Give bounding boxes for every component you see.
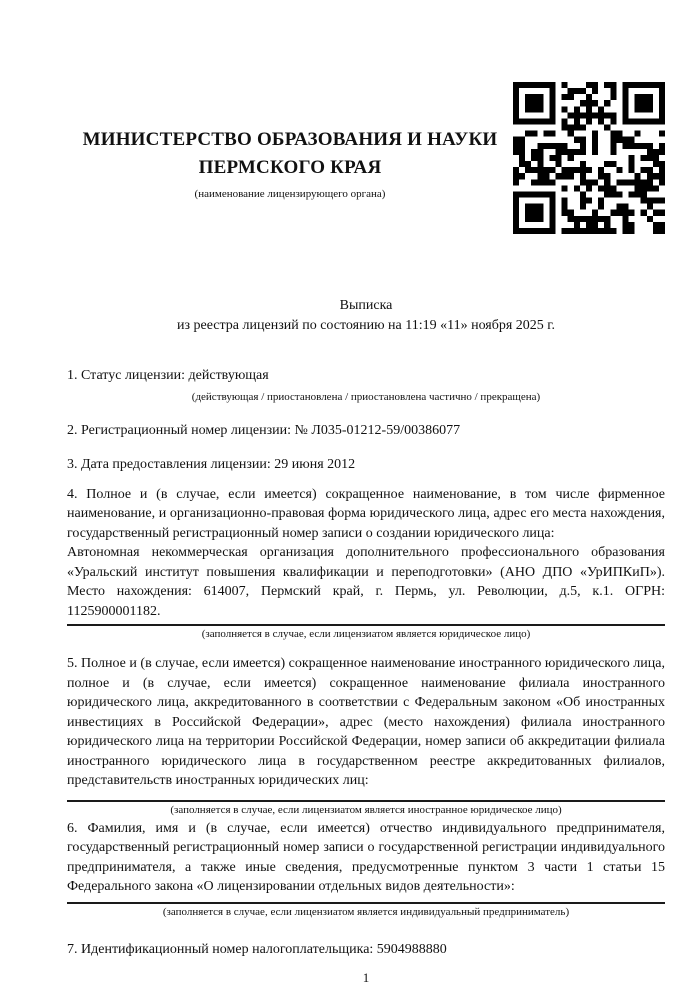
item-7-taxpayer-number: 7. Идентификационный номер налогоплательщика: 5904988880 (67, 941, 447, 957)
item-4-legal-entity-value: Автономная некоммерческая организация дополнительного профессионального образования «Уральский институт повышения квалификации и переподготовки» (АНО ДПО «УрИПКиП»). Место нахождения: 614007, Пермский край, г. Пермь, ул. Революции, д.5, к.1. ОГРН: 1125900001182. (67, 545, 665, 619)
licensing-authority-caption: (наименование лицензирующего органа) (194, 188, 386, 200)
item-5-fill-rule (67, 800, 665, 802)
ministry-name-line2: ПЕРМСКОГО КРАЯ (198, 157, 382, 178)
item-1-license-status: 1. Статус лицензии: действующая (67, 368, 269, 383)
licensing-authority-block (67, 82, 513, 201)
document-header (67, 82, 665, 234)
item-6-caption: (заполняется в случае, если лицензиатом является индивидуальный предприниматель) (162, 905, 570, 918)
item-3-license-grant-date: 3. Дата предоставления лицензии: 29 июня 2012 (67, 457, 356, 472)
item-5-foreign-entity-prompt: 5. Полное и (в случае, если имеется) сокращенное наименование иностранного юридического лица, полное и (в случае, если имеется) сокращенное наименование филиала иностранного юридического лица, аккредитованного в соответствии с Федеральным законом «Об иностранных инвестициях в Российской Федерации», адрес (место нахождения) филиала иностранного юридического лица на территории Российской Федерации, номер записи об аккредитации филиала иностранного юридического лица в государственном реестре аккредитованных филиалов, представительств иностранных юридических лиц: (67, 656, 665, 788)
document-title (67, 296, 665, 336)
item-4-fill-rule (67, 624, 665, 626)
item-6-fill-rule (67, 902, 665, 904)
item-6-entrepreneur-prompt: 6. Фамилия, имя и (в случае, если имеется) отчество индивидуального предпринимателя, государственный регистрационный номер записи о государственной регистрации индивидуального предпринимателя, а также иные сведения, предусмотренные пунктом 3 части 1 статьи 15 Федерального закона «О лицензировании отдельных видов деятельности»: (67, 820, 665, 894)
qr-code-icon (513, 82, 665, 234)
ministry-name (67, 126, 513, 182)
page-number: 1 (362, 970, 370, 985)
item-4-legal-entity-prompt: 4. Полное и (в случае, если имеется) сокращенное наименование, в том числе фирменное наименование, и организационно-правовая форма юридического лица, адрес его места нахождения, государственный регистрационный номер записи о создании юридического лица: (67, 486, 665, 541)
item-1-caption: (действующая / приостановлена / приостановлена частично / прекращена) (191, 390, 541, 403)
document-title-line2: из реестра лицензий по состоянию на 11:19 «11» ноября 2025 г. (177, 318, 555, 333)
item-4-caption: (заполняется в случае, если лицензиатом является юридическое лицо) (201, 628, 531, 640)
item-2-registration-number: 2. Регистрационный номер лицензии: № Л035-01212-59/00386077 (67, 422, 461, 438)
document-title-line1: Выписка (339, 298, 393, 313)
item-5-caption: (заполняется в случае, если лицензиатом является иностранное юридическое лицо) (170, 803, 562, 816)
ministry-name-line1: МИНИСТЕРСТВО ОБРАЗОВАНИЯ И НАУКИ (82, 129, 498, 150)
